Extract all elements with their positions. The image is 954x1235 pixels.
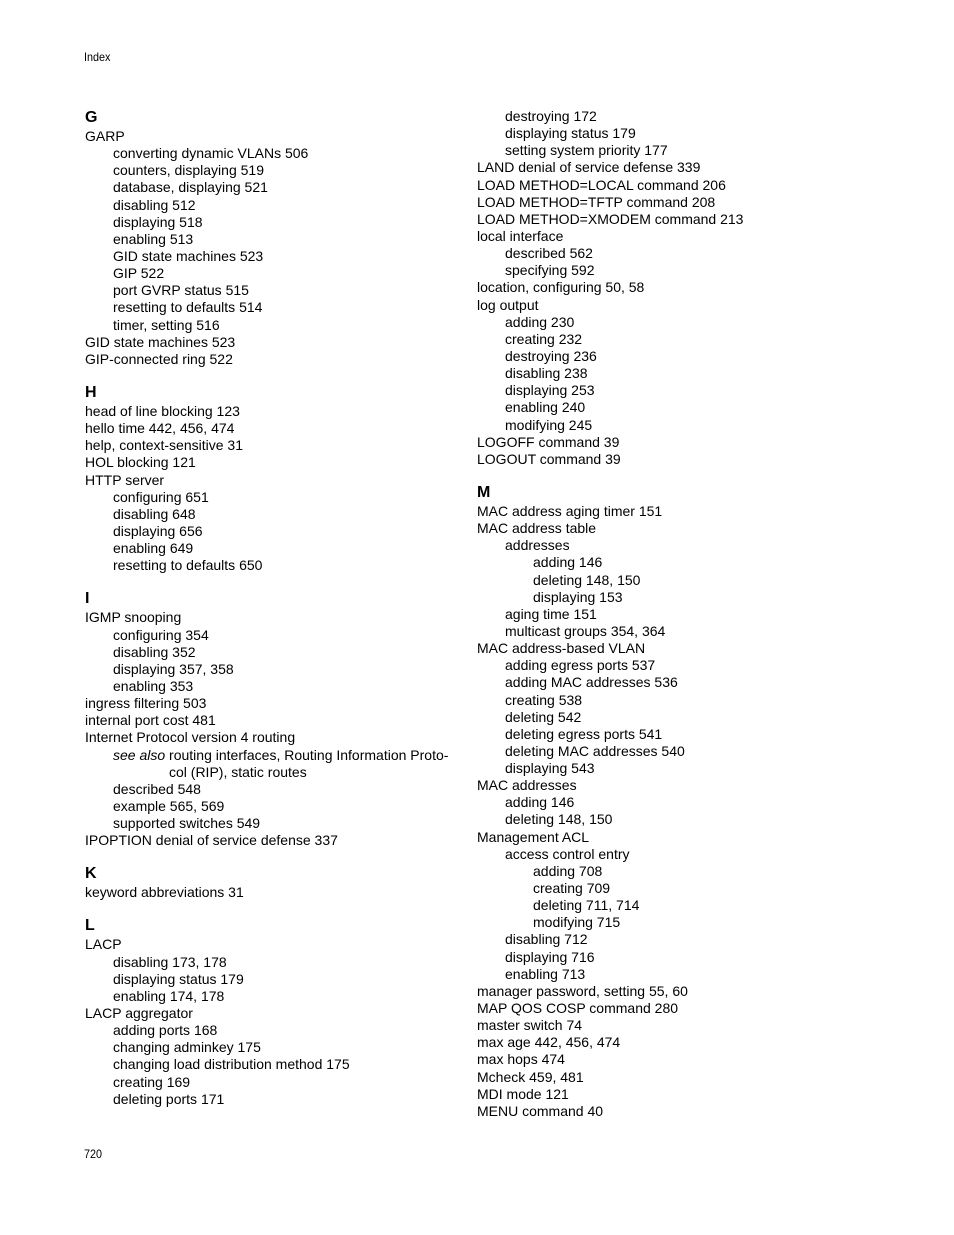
index-entry: HTTP server [85, 471, 165, 488]
index-subentry: displaying 543 [505, 760, 595, 777]
index-subentry: setting system priority 177 [505, 142, 668, 159]
index-subentry: displaying 357, 358 [113, 660, 234, 677]
index-entry: ingress filtering 503 [85, 695, 207, 712]
index-entry: keyword abbreviations 31 [85, 884, 244, 901]
index-entry: manager password, setting 55, 60 [477, 982, 688, 999]
index-entry: master switch 74 [477, 1017, 583, 1034]
index-entry: Management ACL [477, 828, 590, 845]
index-entry: LACP aggregator [85, 1005, 193, 1022]
index-subentry: adding MAC addresses 536 [505, 674, 678, 691]
index-entry: LOAD METHOD=TFTP command 208 [477, 193, 716, 210]
index-entry: LAND denial of service defense 339 [477, 159, 701, 176]
index-subentry: specifying 592 [505, 262, 595, 279]
index-subentry: adding 230 [505, 313, 575, 330]
index-subentry: displaying status 179 [505, 125, 636, 142]
index-letter-heading: H [85, 383, 97, 401]
index-subentry: creating 538 [505, 691, 583, 708]
index-subentry: configuring 354 [113, 626, 209, 643]
index-subentry: aging time 151 [505, 605, 597, 622]
index-subentry: counters, displaying 519 [113, 162, 264, 179]
index-entry: LACP [85, 936, 122, 953]
index-entry: MAC addresses [477, 777, 577, 794]
index-subentry: creating 169 [113, 1073, 191, 1090]
index-subentry: resetting to defaults 650 [113, 557, 263, 574]
index-entry: head of line blocking 123 [85, 402, 240, 419]
index-subentry: supported switches 549 [113, 815, 261, 832]
index-subentry: modifying 715 [533, 914, 621, 931]
index-subentry: enabling 353 [113, 677, 194, 694]
index-subentry: changing adminkey 175 [113, 1039, 261, 1056]
index-subentry: deleting egress ports 541 [505, 725, 663, 742]
index-subentry: destroying 236 [505, 347, 597, 364]
index-entry: IGMP snooping [85, 609, 182, 626]
index-subentry: port GVRP status 515 [113, 282, 249, 299]
index-subentry: displaying 253 [505, 382, 595, 399]
index-subentry: adding 708 [533, 862, 603, 879]
index-entry: GIP-connected ring 522 [85, 350, 233, 367]
index-subentry: creating 232 [505, 330, 583, 347]
index-entry: MAC address table [477, 520, 597, 537]
index-subentry: destroying 172 [505, 108, 597, 124]
index-entry: Internet Protocol version 4 routing [85, 729, 296, 746]
index-subentry: deleting ports 171 [113, 1090, 225, 1107]
index-subentry: described 548 [113, 780, 201, 797]
index-subentry: adding egress ports 537 [505, 657, 656, 674]
index-subentry: disabling 238 [505, 365, 588, 382]
page-number: 720 [84, 1147, 103, 1161]
index-subentry: enabling 713 [505, 965, 586, 982]
index-entry: internal port cost 481 [85, 712, 216, 729]
index-entry: location, configuring 50, 58 [477, 279, 645, 296]
index-subentry: enabling 649 [113, 540, 194, 557]
index-subentry: deleting 148, 150 [505, 811, 613, 828]
index-subentry: example 565, 569 [113, 797, 225, 814]
index-subentry: database, displaying 521 [113, 179, 268, 196]
index-entry: MAC address aging timer 151 [477, 502, 663, 519]
index-subentry: enabling 240 [505, 399, 586, 416]
index-subentry [85, 747, 465, 764]
index-subentry: disabling 512 [113, 196, 196, 213]
index-letter-heading: K [85, 865, 97, 883]
index-letter-heading: L [85, 917, 95, 935]
index-subentry: disabling 173, 178 [113, 953, 227, 970]
index-entry: help, context-sensitive 31 [85, 437, 243, 454]
index-entry: MDI mode 121 [477, 1085, 569, 1102]
index-subentry: GIP 522 [113, 265, 165, 282]
index-subentry: configuring 651 [113, 488, 209, 505]
index-subentry: modifying 245 [505, 416, 593, 433]
index-subentry: displaying 518 [113, 213, 203, 230]
index-entry: LOAD METHOD=LOCAL command 206 [477, 176, 726, 193]
index-subentry: displaying status 179 [113, 970, 244, 987]
running-head: Index [84, 50, 111, 64]
index-entry: max hops 474 [477, 1051, 565, 1068]
index-subentry: addresses [505, 537, 570, 554]
index-entry: MAC address-based VLAN [477, 640, 646, 657]
index-subentry: changing load distribution method 175 [113, 1056, 350, 1073]
index-subentry: multicast groups 354, 364 [505, 622, 666, 639]
index-subentry: GID state machines 523 [113, 247, 264, 264]
index-letter-heading: G [85, 109, 98, 126]
index-entry: log output [477, 296, 539, 313]
index-subentry: resetting to defaults 514 [113, 299, 263, 316]
index-entry: local interface [477, 227, 564, 244]
index-entry: GID state machines 523 [85, 333, 236, 350]
index-letter-heading: M [477, 483, 491, 501]
index-subentry: displaying 153 [533, 588, 623, 605]
index-subentry: adding 146 [505, 794, 575, 811]
index-entry: HOL blocking 121 [85, 454, 196, 471]
index-subentry-text: routing interfaces, Routing Information Proto- [169, 746, 449, 763]
index-subentry: adding ports 168 [113, 1022, 218, 1039]
index-subentry: adding 146 [533, 554, 603, 571]
index-subentry: deleting 542 [505, 708, 582, 725]
index-entry: MAP QOS COSP command 280 [477, 1000, 679, 1017]
index-subentry: deleting MAC addresses 540 [505, 742, 685, 759]
index-letter-heading: I [85, 590, 90, 608]
index-subentry: displaying 716 [505, 948, 595, 965]
index-entry: MENU command 40 [477, 1102, 604, 1119]
index-subentry: converting dynamic VLANs 506 [113, 145, 309, 162]
index-subentry: access control entry [505, 845, 630, 862]
index-entry: hello time 442, 456, 474 [85, 420, 235, 437]
index-subentry: displaying 656 [113, 522, 203, 539]
index-column-left [85, 108, 465, 1108]
index-subentry: disabling 352 [113, 643, 196, 660]
index-subentry: timer, setting 516 [113, 316, 220, 333]
index-entry: IPOPTION denial of service defense 337 [85, 832, 338, 849]
index-entry: max age 442, 456, 474 [477, 1034, 621, 1051]
index-column-right [477, 108, 857, 1120]
index-subentry: creating 709 [533, 880, 611, 897]
index-subentry: deleting 148, 150 [533, 571, 641, 588]
index-subentry: col (RIP), static routes [169, 763, 307, 780]
index-entry: GARP [85, 128, 125, 144]
index-subentry: enabling 513 [113, 230, 194, 247]
see-also-label: see also [113, 746, 166, 763]
index-subentry: deleting 711, 714 [533, 897, 640, 914]
index-entry: LOAD METHOD=XMODEM command 213 [477, 210, 744, 227]
index-subentry: described 562 [505, 245, 593, 262]
index-entry: LOGOFF command 39 [477, 433, 620, 450]
index-subentry: disabling 648 [113, 505, 196, 522]
index-subentry: disabling 712 [505, 931, 588, 948]
index-subentry: enabling 174, 178 [113, 987, 225, 1004]
index-entry: LOGOUT command 39 [477, 450, 621, 467]
index-entry: Mcheck 459, 481 [477, 1068, 584, 1085]
